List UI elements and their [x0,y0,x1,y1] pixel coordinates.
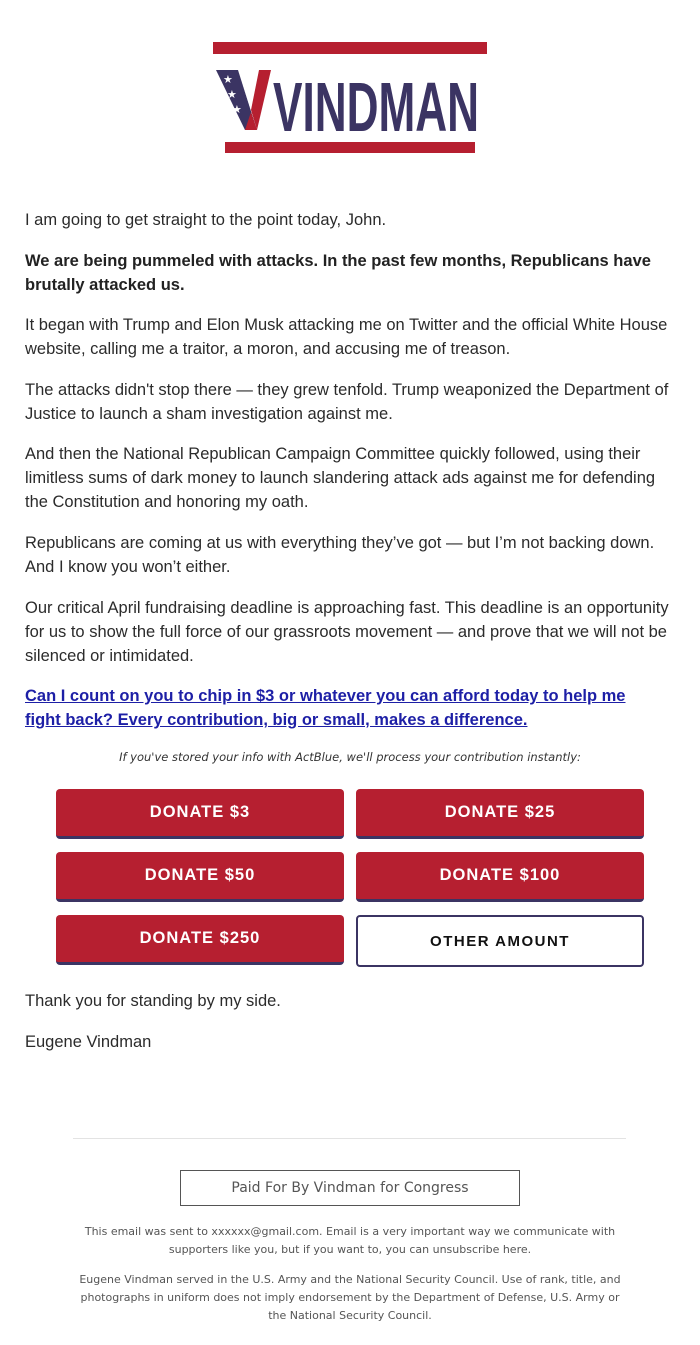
donate-25-button[interactable]: DONATE $25 [356,789,644,839]
paragraph-4: Republicans are coming at us with everything they’ve got — but I’m not backing down. And I know you won’t either. [25,534,655,576]
paragraph-2: The attacks didn't stop there — they grew tenfold. Trump weaponized the Department of Justice to launch a sham investigation against me. [25,381,669,423]
donate-cta-link[interactable]: Can I count on you to chip in $3 or whatever you can afford today to help me fight back? Every contribution, big or small, makes a difference. [25,687,626,729]
donate-3-button[interactable]: DONATE $3 [56,789,344,839]
vindman-logo [213,42,487,154]
donate-50-button[interactable]: DONATE $50 [56,852,344,902]
svg-text:★: ★ [227,88,237,101]
donate-250-button[interactable]: DONATE $250 [56,915,344,965]
actblue-note: If you've stored your info with ActBlue, we'll process your contribution instantly: [119,750,581,764]
vindman-logo-graphic [213,42,487,154]
paragraph-3: And then the National Republican Campaign Committee quickly followed, using their limitless sums of dark money to launch slandering attack ads against me for defending the Constitution and honoring my oath. [25,445,656,511]
svg-text:★: ★ [232,103,242,116]
paragraph-5: Our critical April fundraising deadline is approaching fast. This deadline is an opportunity for us to show the full force of our grassroots movement — and prove that we will not be silenced or intimidated. [25,599,669,665]
greeting-text: I am going to get straight to the point today, John. [25,211,387,229]
sent-to-text: This email was sent to xxxxxx@gmail.com. Email is a very important way we communicate with supporters like you, but if you want to, you can unsubscribe here. [84,1225,616,1256]
paragraph-1: It began with Trump and Elon Musk attacking me on Twitter and the official White House website, calling me a traitor, a moron, and accusing me of treason. [25,316,668,358]
bold-intro-text: We are being pummeled with attacks. In the past few months, Republicans have brutally attacked us. [25,252,651,294]
signature-text: Eugene Vindman [25,1033,152,1051]
thanks-text: Thank you for standing by my side. [25,992,281,1010]
logo-wordmark: VINDMAN [273,68,479,146]
donate-100-button[interactable]: DONATE $100 [356,852,644,902]
disclaimer-text: Eugene Vindman served in the U.S. Army and the National Security Council. Use of rank, title, and photographs in uniform does not imply endorsement by the Department of Defense, U.S. Army or the National Security Council. [79,1273,621,1322]
other-amount-button[interactable]: OTHER AMOUNT [356,915,644,967]
svg-text:★: ★ [223,73,233,86]
paid-for-box: Paid For By Vindman for Congress [180,1170,520,1206]
footer-divider [73,1138,626,1139]
